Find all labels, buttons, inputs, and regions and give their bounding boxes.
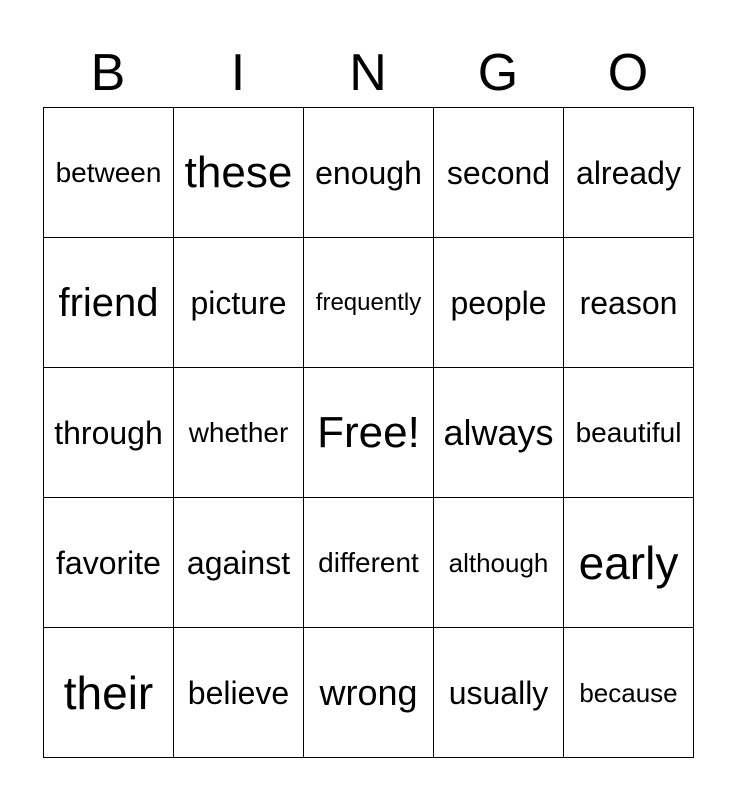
bingo-cell[interactable]: friend xyxy=(44,238,174,368)
header-letter-g: G xyxy=(477,44,519,102)
bingo-cell[interactable]: picture xyxy=(174,238,304,368)
bingo-cell[interactable]: always xyxy=(434,368,564,498)
bingo-cell[interactable]: second xyxy=(434,108,564,238)
bingo-cell[interactable]: between xyxy=(44,108,174,238)
free-space-cell[interactable]: Free! xyxy=(304,368,434,498)
bingo-cell[interactable]: enough xyxy=(304,108,434,238)
bingo-cell[interactable]: usually xyxy=(434,628,564,758)
bingo-cell[interactable]: through xyxy=(44,368,174,498)
bingo-cell[interactable]: already xyxy=(564,108,694,238)
bingo-cell[interactable]: believe xyxy=(174,628,304,758)
bingo-cell[interactable]: favorite xyxy=(44,498,174,628)
header-letter-n: N xyxy=(349,44,387,102)
header-letter-o: O xyxy=(607,44,649,102)
bingo-cell[interactable]: beautiful xyxy=(564,368,694,498)
bingo-cell[interactable]: whether xyxy=(174,368,304,498)
bingo-board xyxy=(43,107,694,758)
bingo-cell[interactable]: early xyxy=(564,498,694,628)
bingo-cell[interactable]: their xyxy=(44,628,174,758)
header-letter-b: B xyxy=(90,44,126,102)
bingo-cell[interactable]: wrong xyxy=(304,628,434,758)
bingo-cell[interactable]: against xyxy=(174,498,304,628)
bingo-cell[interactable]: although xyxy=(434,498,564,628)
header-letter-i: I xyxy=(230,44,246,102)
bingo-cell[interactable]: frequently xyxy=(304,238,434,368)
bingo-header xyxy=(43,40,693,106)
bingo-cell[interactable]: because xyxy=(564,628,694,758)
bingo-cell[interactable]: reason xyxy=(564,238,694,368)
bingo-cell[interactable]: these xyxy=(174,108,304,238)
bingo-cell[interactable]: different xyxy=(304,498,434,628)
bingo-cell[interactable]: people xyxy=(434,238,564,368)
